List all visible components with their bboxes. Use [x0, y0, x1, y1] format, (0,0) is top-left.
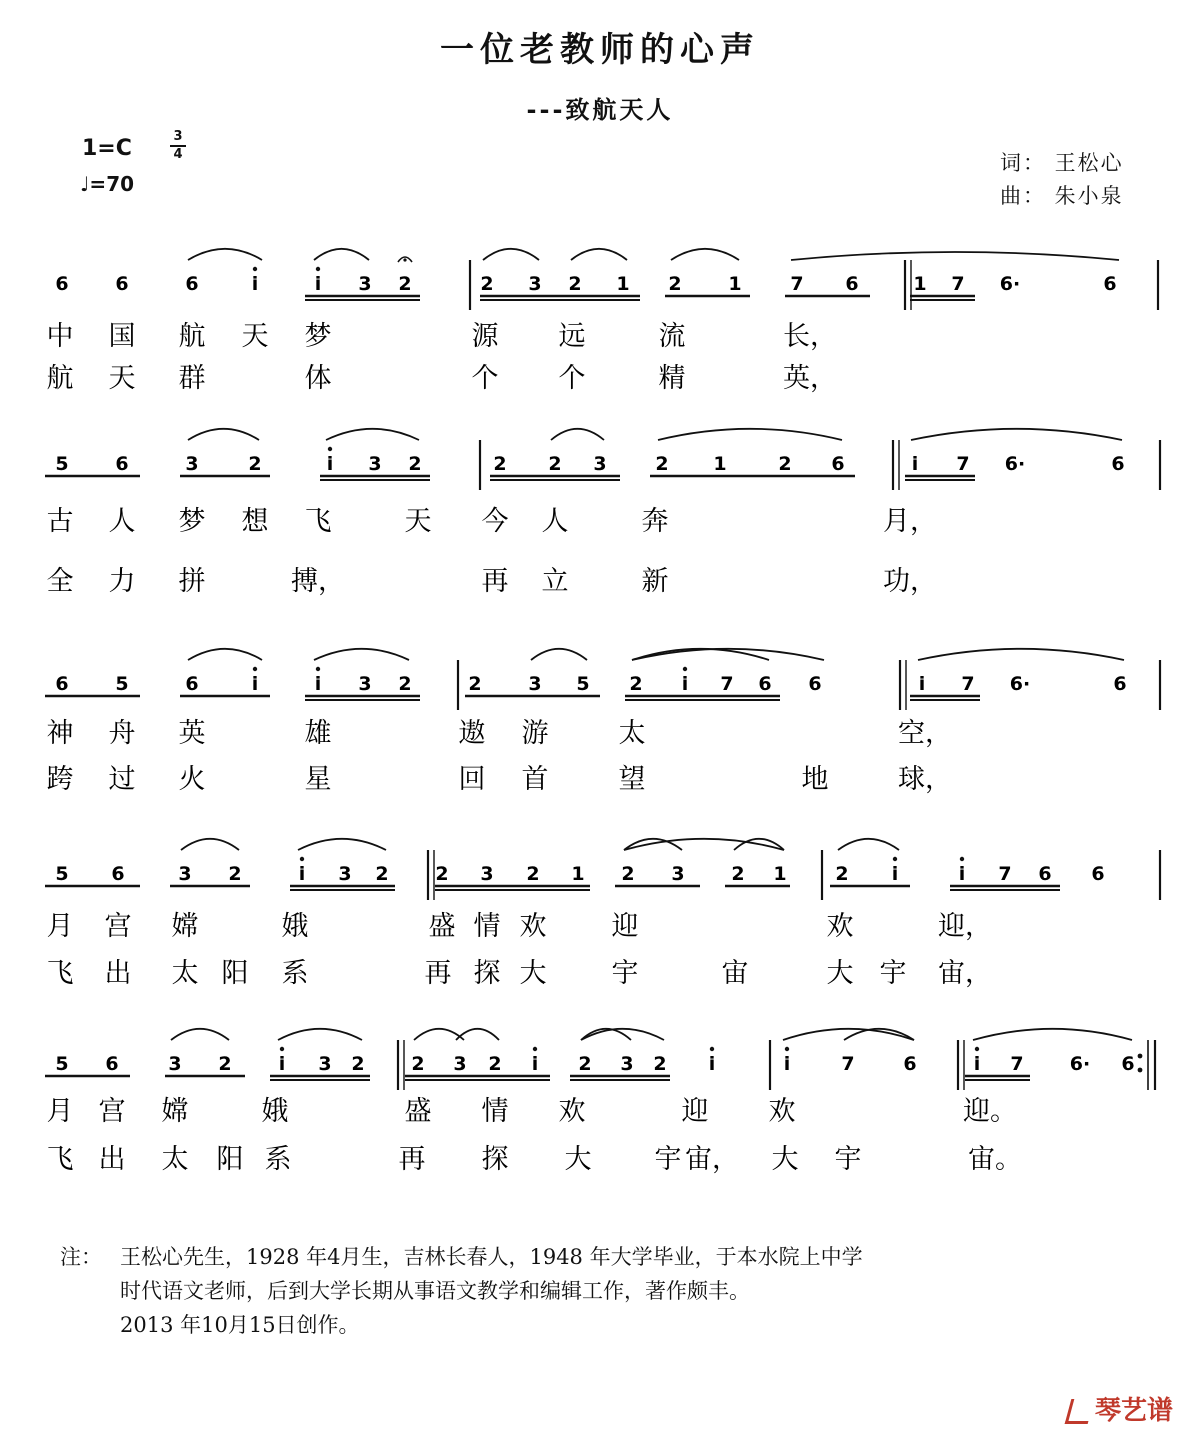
note: 2 [629, 673, 643, 695]
lyric-verse-1: 古 [46, 506, 74, 537]
lyric-verse-2: 大 [564, 1144, 592, 1175]
lyric-verse-1: 中 [46, 321, 74, 352]
lyric-verse-1: 流 [658, 321, 686, 352]
lyric-verse-2: 太 [171, 958, 199, 989]
lyric-verse-2: 宇 [834, 1144, 862, 1175]
slur [188, 649, 262, 660]
lyric-verse-1: 梦 [304, 321, 332, 352]
note: 5 [115, 673, 129, 695]
footnote-line-2: 时代语文老师，后到大学长期从事语文教学和编辑工作，著作颇丰。 [120, 1279, 750, 1303]
tempo-marking: ♩=70 [80, 172, 135, 196]
note: 3 [620, 1053, 634, 1075]
note: 6 [55, 673, 69, 695]
lyric-verse-2: 全 [46, 566, 74, 597]
slur [298, 839, 386, 850]
note: 2 [468, 673, 482, 695]
slur [838, 839, 899, 850]
note: i [326, 453, 334, 475]
note: 2 [621, 863, 635, 885]
lyric-verse-1: 舟 [108, 718, 136, 749]
note: 3 [368, 453, 382, 475]
lyric-verse-2: 宙 [721, 958, 749, 989]
note: 3 [178, 863, 192, 885]
note: 2 [548, 453, 562, 475]
slur [181, 839, 239, 850]
note: 2 [398, 273, 412, 295]
lyric-verse-2: 体 [304, 363, 332, 394]
note: i [681, 673, 689, 695]
note: i [911, 453, 919, 475]
note: 6 [1121, 1053, 1135, 1075]
fermata-dot [403, 258, 406, 261]
note: 3 [358, 273, 372, 295]
lyric-verse-2: 望 [618, 764, 646, 795]
note: 6· [999, 273, 1021, 295]
note: 1 [713, 453, 727, 475]
note: 2 [731, 863, 745, 885]
note: 6 [55, 273, 69, 295]
lyric-verse-1: 空， [898, 718, 952, 749]
octave-dot [316, 267, 320, 271]
lyric-verse-1: 国 [108, 321, 136, 352]
note: i [278, 1053, 286, 1075]
note: 1 [616, 273, 630, 295]
lyricist-credit: 词： 王松心 [1000, 151, 1124, 175]
lyric-verse-2: 过 [108, 764, 136, 795]
key-signature: 1=C [82, 136, 132, 161]
note: 6 [845, 273, 859, 295]
watermark [1068, 1390, 1173, 1427]
slur [483, 249, 539, 260]
note: 7 [998, 863, 1012, 885]
note: 6 [831, 453, 845, 475]
note: 2 [488, 1053, 502, 1075]
slur [188, 249, 262, 260]
slur [278, 1029, 362, 1040]
octave-dot [253, 667, 257, 671]
octave-dot [533, 1047, 537, 1051]
note: 3 [528, 673, 542, 695]
lyric-verse-2: 系 [281, 958, 309, 989]
octave-dot [960, 857, 964, 861]
note: 6 [1113, 673, 1127, 695]
note: 6· [1009, 673, 1031, 695]
lyric-verse-2: 宇 [879, 958, 907, 989]
note: 6· [1004, 453, 1026, 475]
note: 2 [228, 863, 242, 885]
lyric-verse-1: 奔 [641, 506, 669, 537]
note: 6 [115, 453, 129, 475]
slur [314, 249, 369, 260]
note: 2 [375, 863, 389, 885]
lyric-verse-1: 天 [404, 506, 432, 537]
lyric-verse-1: 航 [178, 321, 206, 352]
note: 2 [578, 1053, 592, 1075]
lyric-verse-2: 球， [898, 764, 952, 795]
lyric-verse-2: 英， [783, 363, 837, 394]
lyric-verse-1: 欢 [768, 1096, 796, 1127]
lyric-verse-2: 立 [541, 566, 569, 597]
slur [658, 429, 842, 440]
note: 3 [671, 863, 685, 885]
lyric-verse-1: 迎 [611, 911, 639, 942]
slur [314, 649, 409, 660]
lyric-verse-1: 月， [883, 506, 937, 537]
score-system-5 [45, 1029, 1155, 1175]
lyric-verse-1: 今 [481, 506, 509, 537]
note: 6 [808, 673, 822, 695]
slur [188, 429, 259, 440]
note: 3 [593, 453, 607, 475]
slur [671, 249, 739, 260]
lyric-verse-2: 飞 [46, 958, 74, 989]
note: 5 [576, 673, 590, 695]
lyric-verse-1: 人 [108, 506, 136, 537]
slur [624, 839, 784, 850]
note: 2 [668, 273, 682, 295]
lyric-verse-2: 大 [771, 1144, 799, 1175]
note: i [918, 673, 926, 695]
note: 5 [55, 1053, 69, 1075]
slur [973, 1029, 1132, 1040]
note: 1 [728, 273, 742, 295]
lyric-verse-1: 梦 [178, 506, 206, 537]
note: 6 [1091, 863, 1105, 885]
lyric-verse-1: 天 [241, 321, 269, 352]
lyric-verse-2: 阳 [221, 958, 249, 989]
repeat-dot [1138, 1054, 1143, 1059]
note: i [958, 863, 966, 885]
note: 1 [773, 863, 787, 885]
octave-dot [280, 1047, 284, 1051]
note: 3 [318, 1053, 332, 1075]
note: 6 [1038, 863, 1052, 885]
lyric-verse-2: 探 [481, 1144, 509, 1175]
lyric-verse-1: 想 [241, 506, 269, 537]
lyric-verse-1: 长， [783, 321, 837, 352]
footnote-line-1: 王松心先生，1928 年4月生，吉林长春人，1948 年大学毕业，于本水院上中学 [120, 1245, 863, 1269]
lyric-verse-1: 情 [473, 911, 501, 942]
note: i [973, 1053, 981, 1075]
note: 5 [55, 863, 69, 885]
note: 2 [568, 273, 582, 295]
lyric-verse-1: 情 [481, 1096, 509, 1127]
octave-dot [785, 1047, 789, 1051]
note: 5 [55, 453, 69, 475]
lyric-verse-2: 天 [108, 363, 136, 394]
note: 3 [453, 1053, 467, 1075]
note: 7 [1010, 1053, 1024, 1075]
time-signature-bottom: 4 [173, 147, 183, 162]
lyric-verse-2: 出 [98, 1144, 126, 1175]
footnote-label: 注： [60, 1245, 102, 1269]
octave-dot [683, 667, 687, 671]
note: 6 [903, 1053, 917, 1075]
lyric-verse-2: 再 [481, 566, 509, 597]
note: 7 [790, 273, 804, 295]
footnote-line-3: 2013 年10月15日创作。 [120, 1313, 360, 1337]
note: i [251, 273, 259, 295]
lyric-verse-1: 迎。 [963, 1096, 1017, 1127]
lyric-verse-2: 功， [883, 566, 937, 597]
lyric-verse-1: 盛 [404, 1096, 432, 1127]
octave-dot [710, 1047, 714, 1051]
lyric-verse-2: 大 [519, 958, 547, 989]
note: 3 [528, 273, 542, 295]
note: 2 [248, 453, 262, 475]
lyric-verse-2: 太 [161, 1144, 189, 1175]
lyric-verse-2: 地 [801, 764, 829, 795]
time-signature-top: 3 [173, 129, 183, 144]
note: i [891, 863, 899, 885]
lyric-verse-2: 火 [178, 764, 206, 795]
note: 3 [185, 453, 199, 475]
slur [918, 649, 1124, 660]
repeat-dot [1138, 1068, 1143, 1073]
note: i [251, 673, 259, 695]
octave-dot [316, 667, 320, 671]
lyric-verse-1: 嫦 [171, 911, 199, 942]
note: 2 [411, 1053, 425, 1075]
lyric-verse-1: 宫 [104, 911, 132, 942]
note: 6 [115, 273, 129, 295]
note: 7 [956, 453, 970, 475]
lyric-verse-1: 源 [471, 321, 499, 352]
lyric-verse-1: 太 [618, 718, 646, 749]
slur [326, 429, 419, 440]
lyric-verse-2: 再 [424, 958, 452, 989]
note: 6 [105, 1053, 119, 1075]
note: 3 [338, 863, 352, 885]
note: 6 [185, 273, 199, 295]
note: 6 [111, 863, 125, 885]
note: 1 [571, 863, 585, 885]
note: 6 [185, 673, 199, 695]
lyric-verse-2: 群 [178, 363, 206, 394]
score-system-1 [47, 249, 1159, 394]
octave-dot [893, 857, 897, 861]
lyric-verse-2: 航 [46, 363, 74, 394]
slur [531, 649, 587, 660]
note: 7 [961, 673, 975, 695]
lyric-verse-1: 人 [541, 506, 569, 537]
composer-credit: 曲： 朱小泉 [1000, 184, 1124, 208]
octave-dot [975, 1047, 979, 1051]
lyric-verse-2: 个 [471, 363, 499, 394]
lyric-verse-2: 跨 [46, 764, 74, 795]
lyric-verse-1: 欢 [519, 911, 547, 942]
watermark-text: 琴艺谱 [1095, 1396, 1174, 1426]
lyric-verse-2: 个 [558, 363, 586, 394]
lyric-verse-1: 迎， [938, 911, 992, 942]
note: i [314, 673, 322, 695]
note: 2 [398, 673, 412, 695]
lyric-verse-2: 回 [458, 764, 486, 795]
lyric-verse-2: 宙。 [968, 1144, 1022, 1175]
lyric-verse-2: 精 [658, 363, 686, 394]
lyric-verse-1: 远 [558, 321, 586, 352]
lyric-verse-2: 宙， [685, 1144, 739, 1175]
lyric-verse-1: 雄 [304, 718, 332, 749]
lyric-verse-2: 探 [473, 958, 501, 989]
slur [571, 249, 627, 260]
lyric-verse-1: 月 [46, 1096, 74, 1127]
note: i [314, 273, 322, 295]
lyric-verse-2: 再 [398, 1144, 426, 1175]
slur [911, 429, 1122, 440]
note: 2 [435, 863, 449, 885]
octave-dot [300, 857, 304, 861]
song-subtitle: ---致航天人 [526, 96, 674, 124]
lyric-verse-2: 搏， [291, 566, 345, 597]
lyric-verse-1: 欢 [826, 911, 854, 942]
note: 2 [493, 453, 507, 475]
note: 7 [720, 673, 734, 695]
lyric-verse-2: 新 [641, 566, 669, 597]
note: 2 [351, 1053, 365, 1075]
note: 2 [480, 273, 494, 295]
lyric-verse-1: 英 [178, 718, 206, 749]
note: 3 [480, 863, 494, 885]
lyric-verse-2: 系 [264, 1144, 292, 1175]
note: 6 [1111, 453, 1125, 475]
note: 1 [913, 273, 927, 295]
lyric-verse-1: 神 [46, 718, 74, 749]
slur [791, 252, 1119, 260]
lyric-verse-2: 力 [108, 566, 136, 597]
note: 2 [218, 1053, 232, 1075]
watermark-logo-icon [1065, 1399, 1095, 1424]
lyric-verse-2: 星 [304, 764, 332, 795]
note: i [298, 863, 306, 885]
octave-dot [328, 447, 332, 451]
note: i [783, 1053, 791, 1075]
lyric-verse-2: 拼 [178, 566, 206, 597]
slur [551, 429, 604, 440]
lyric-verse-2: 大 [826, 958, 854, 989]
note: 2 [408, 453, 422, 475]
note: 3 [168, 1053, 182, 1075]
score-system-2 [45, 429, 1160, 597]
lyric-verse-2: 宇 [611, 958, 639, 989]
note: 2 [835, 863, 849, 885]
note: 7 [951, 273, 965, 295]
note: 2 [526, 863, 540, 885]
song-title: 一位老教师的心声 [440, 30, 760, 70]
note: 6· [1069, 1053, 1091, 1075]
lyric-verse-2: 阳 [216, 1144, 244, 1175]
note: 6 [758, 673, 772, 695]
note: 3 [358, 673, 372, 695]
note: 2 [778, 453, 792, 475]
note: 7 [841, 1053, 855, 1075]
lyric-verse-2: 出 [104, 958, 132, 989]
score-system-3 [45, 649, 1160, 795]
octave-dot [253, 267, 257, 271]
lyric-verse-1: 游 [521, 718, 549, 749]
lyric-verse-1: 娥 [261, 1096, 289, 1127]
note: 2 [655, 453, 669, 475]
note: i [531, 1053, 539, 1075]
lyric-verse-1: 遨 [458, 718, 486, 749]
lyric-verse-2: 宙， [938, 958, 992, 989]
lyric-verse-1: 娥 [281, 911, 309, 942]
lyric-verse-1: 欢 [558, 1096, 586, 1127]
lyric-verse-1: 嫦 [161, 1096, 189, 1127]
lyric-verse-1: 月 [46, 911, 74, 942]
lyric-verse-1: 飞 [304, 506, 332, 537]
lyric-verse-1: 迎 [681, 1096, 709, 1127]
note: 6 [1103, 273, 1117, 295]
slur [171, 1029, 229, 1040]
lyric-verse-1: 宫 [98, 1096, 126, 1127]
note: i [708, 1053, 716, 1075]
note: 2 [653, 1053, 667, 1075]
lyric-verse-2: 飞 [46, 1144, 74, 1175]
lyric-verse-1: 盛 [428, 911, 456, 942]
lyric-verse-2: 首 [521, 764, 549, 795]
score-system-4 [45, 839, 1160, 989]
lyric-verse-2: 宇 [654, 1144, 682, 1175]
